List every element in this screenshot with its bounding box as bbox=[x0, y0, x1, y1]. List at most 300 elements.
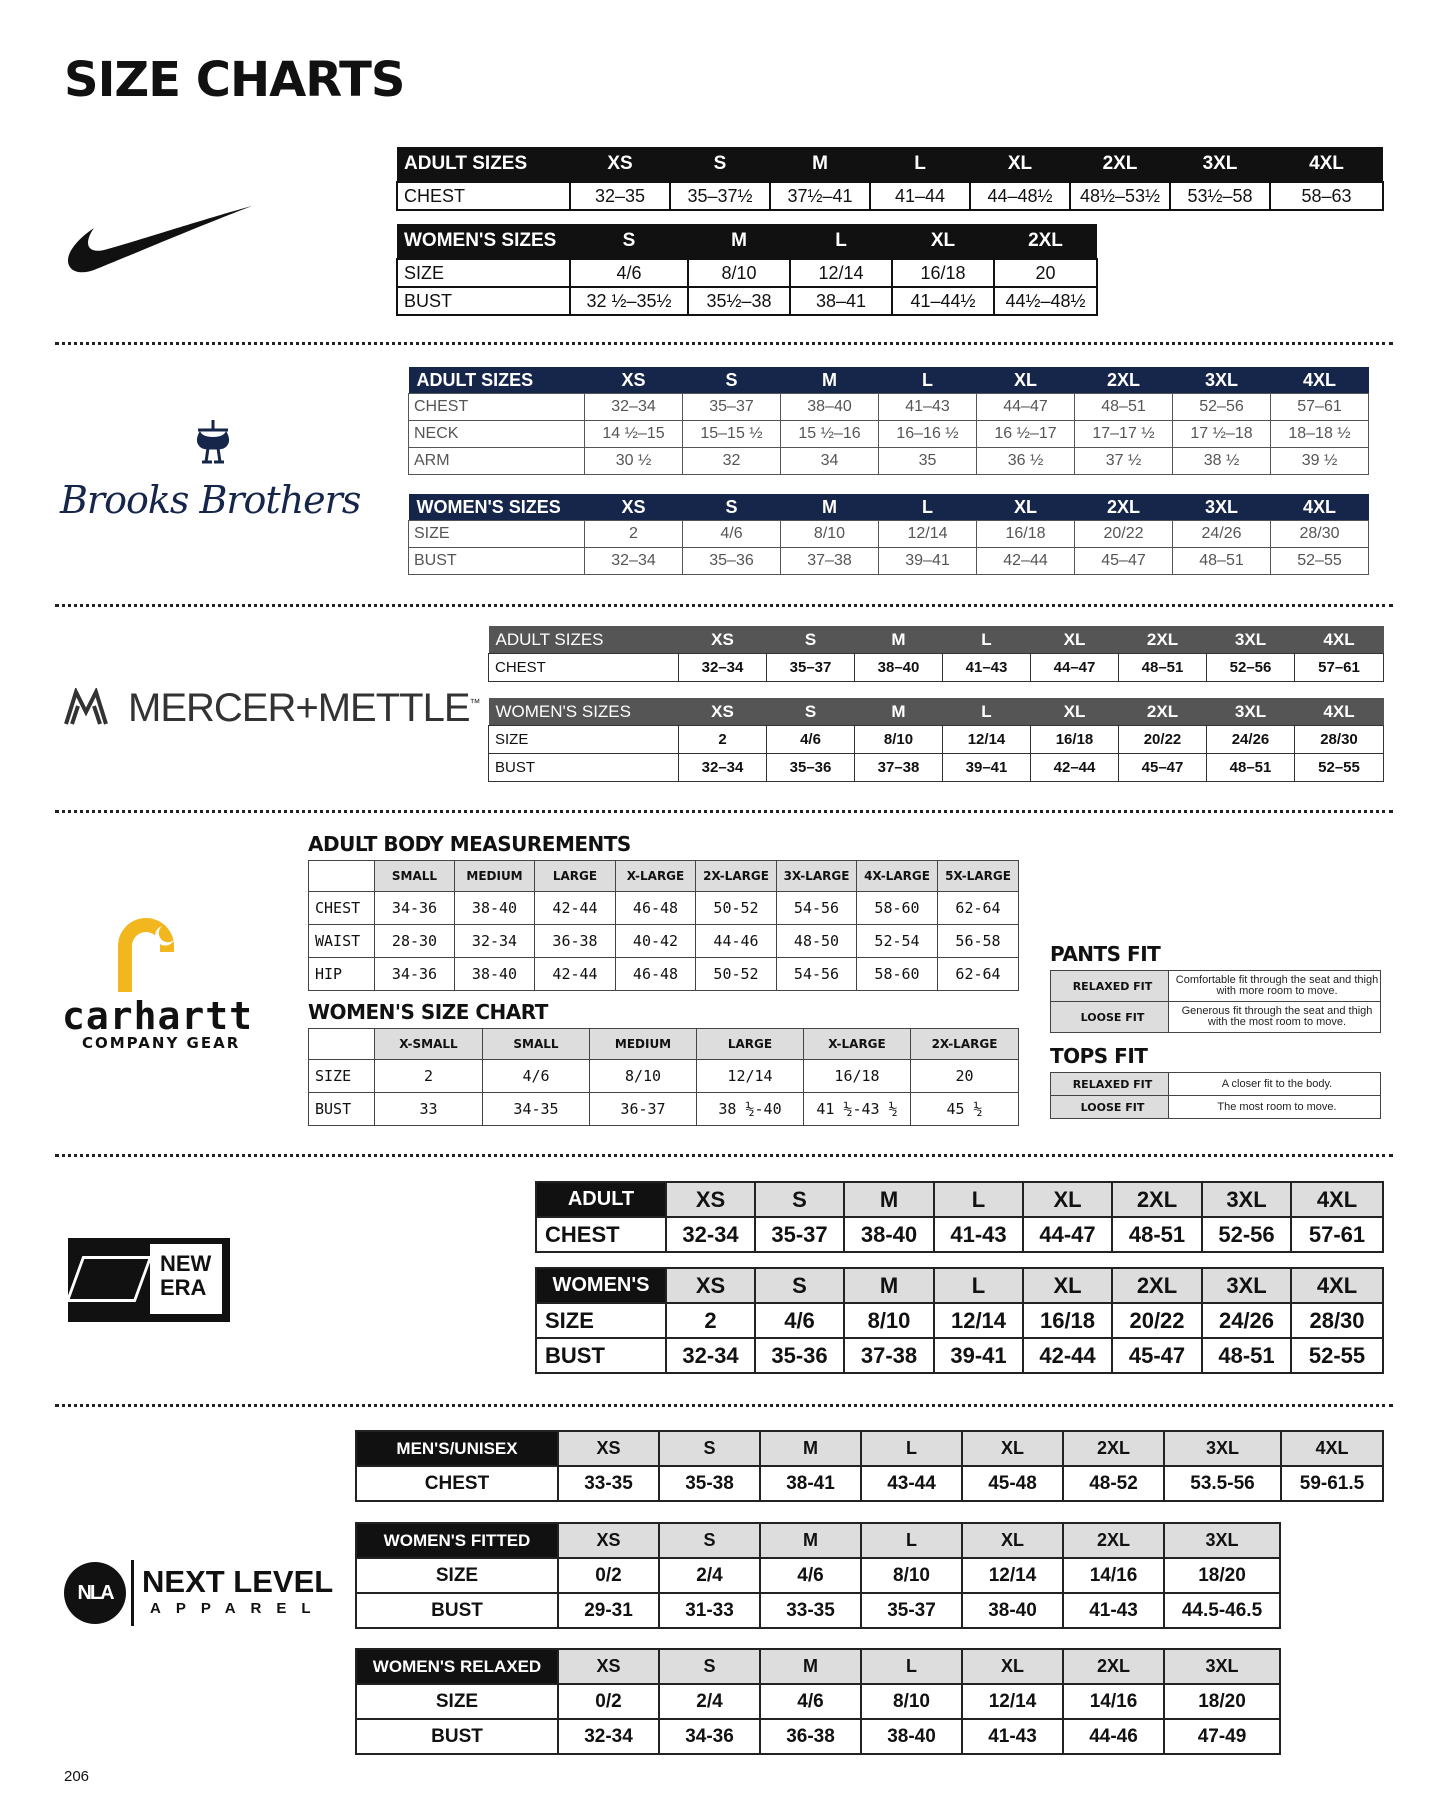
table-cell: 41 ½-43 ½ bbox=[804, 1093, 911, 1126]
table-cell: 18/20 bbox=[1164, 1558, 1280, 1593]
table-cell: 45–47 bbox=[1075, 548, 1173, 575]
table-cell: 16/18 bbox=[977, 521, 1075, 548]
table-row bbox=[409, 521, 1369, 548]
size-header: 5X-LARGE bbox=[938, 861, 1019, 892]
size-header: S bbox=[659, 1649, 760, 1684]
size-header: XS bbox=[585, 367, 683, 394]
divider bbox=[55, 810, 1393, 813]
pants-fit-table bbox=[1050, 970, 1381, 1033]
trademark: ™ bbox=[469, 697, 480, 710]
table-cell: 39–41 bbox=[879, 548, 977, 575]
table-row bbox=[1051, 1096, 1381, 1119]
table-cell: 4/6 bbox=[767, 726, 855, 754]
size-header: 3XL bbox=[1173, 494, 1271, 521]
table-cell: 36-38 bbox=[535, 925, 616, 958]
header-label: WOMEN'S bbox=[536, 1268, 666, 1303]
brooks-women-table bbox=[408, 494, 1369, 575]
table-cell: 32–35 bbox=[570, 182, 670, 210]
table-cell: 35–36 bbox=[767, 754, 855, 782]
table-cell: 12/14 bbox=[934, 1303, 1023, 1338]
table-cell: 2 bbox=[679, 726, 767, 754]
size-header: L bbox=[879, 367, 977, 394]
table-cell: 4/6 bbox=[755, 1303, 844, 1338]
size-header: M bbox=[688, 224, 790, 259]
size-header: XL bbox=[1031, 626, 1119, 654]
header-row bbox=[536, 1268, 1383, 1303]
table-cell: 34-36 bbox=[375, 892, 455, 925]
size-header: 4XL bbox=[1295, 626, 1384, 654]
table-cell: 32–34 bbox=[679, 754, 767, 782]
table-cell: 52–55 bbox=[1295, 754, 1384, 782]
newera-women-table bbox=[535, 1267, 1384, 1374]
table-cell: 45–47 bbox=[1119, 754, 1207, 782]
row-label: BUST bbox=[409, 548, 585, 575]
table-cell: 35–37½ bbox=[670, 182, 770, 210]
size-header: 4XL bbox=[1270, 147, 1383, 182]
nike-adult-table bbox=[396, 147, 1384, 211]
table-cell: 50-52 bbox=[696, 958, 777, 991]
divider bbox=[55, 604, 1393, 607]
table-cell: 33 bbox=[375, 1093, 483, 1126]
table-cell: 18/20 bbox=[1164, 1684, 1280, 1719]
size-header: 4XL bbox=[1271, 494, 1369, 521]
table-cell: 14/16 bbox=[1063, 1684, 1164, 1719]
table-cell: 38–40 bbox=[781, 394, 879, 421]
header-label: WOMEN'S SIZES bbox=[409, 494, 585, 521]
table-row bbox=[409, 548, 1369, 575]
header-label: WOMEN'S RELAXED bbox=[356, 1649, 558, 1684]
size-header: 3XL bbox=[1164, 1431, 1281, 1466]
size-header: MEDIUM bbox=[590, 1029, 697, 1060]
table-row bbox=[356, 1466, 1383, 1501]
table-cell: 57-61 bbox=[1291, 1217, 1383, 1252]
table-cell: 47-49 bbox=[1164, 1719, 1280, 1754]
row-label: HIP bbox=[309, 958, 375, 991]
row-label: RELAXED FIT bbox=[1051, 971, 1169, 1002]
table-row bbox=[309, 958, 1019, 991]
row-label: BUST bbox=[356, 1719, 558, 1754]
table-cell: 35–37 bbox=[683, 394, 781, 421]
table-row bbox=[397, 182, 1383, 210]
size-header: 4XL bbox=[1281, 1431, 1383, 1466]
size-header: S bbox=[659, 1431, 760, 1466]
mercer-women-table bbox=[488, 698, 1384, 782]
size-header: M bbox=[844, 1268, 934, 1303]
size-header: 2XL bbox=[1112, 1268, 1202, 1303]
table-cell: 41–44 bbox=[870, 182, 970, 210]
table-cell: 36-38 bbox=[760, 1719, 861, 1754]
carhartt-c-icon bbox=[118, 918, 188, 992]
table-row bbox=[309, 1060, 1019, 1093]
table-cell: 15–15 ½ bbox=[683, 421, 781, 448]
table-cell: 62-64 bbox=[938, 892, 1019, 925]
size-header: LARGE bbox=[697, 1029, 804, 1060]
table-cell: 54-56 bbox=[777, 892, 857, 925]
divider bbox=[55, 342, 1393, 345]
table-row bbox=[1051, 1002, 1381, 1033]
mercer-mettle-mark-icon bbox=[64, 688, 108, 726]
size-header: LARGE bbox=[535, 861, 616, 892]
size-header: S bbox=[570, 224, 688, 259]
header-row bbox=[409, 367, 1369, 394]
brooks-adult-table bbox=[408, 367, 1369, 475]
size-header: 2X-LARGE bbox=[696, 861, 777, 892]
table-cell: 35–37 bbox=[767, 654, 855, 682]
table-cell: 44–48½ bbox=[970, 182, 1070, 210]
table-cell: 20/22 bbox=[1112, 1303, 1202, 1338]
row-label: LOOSE FIT bbox=[1051, 1096, 1169, 1119]
table-cell: 38-40 bbox=[962, 1593, 1063, 1628]
table-cell: 48-50 bbox=[777, 925, 857, 958]
row-label: RELAXED FIT bbox=[1051, 1073, 1169, 1096]
size-header: XL bbox=[962, 1523, 1063, 1558]
table-cell: 44-47 bbox=[1023, 1217, 1112, 1252]
size-header: 3XL bbox=[1207, 626, 1295, 654]
size-header: L bbox=[861, 1649, 962, 1684]
table-cell: 14 ½–15 bbox=[585, 421, 683, 448]
table-cell: 38-40 bbox=[861, 1719, 962, 1754]
size-header: XS bbox=[558, 1649, 659, 1684]
table-cell: 45-48 bbox=[962, 1466, 1063, 1501]
size-header: XS bbox=[585, 494, 683, 521]
fit-description: The most room to move. bbox=[1169, 1096, 1381, 1119]
table-cell: 4/6 bbox=[760, 1684, 861, 1719]
tops-fit-table bbox=[1050, 1072, 1381, 1119]
fit-description: Comfortable fit through the seat and thigh with more room to move. bbox=[1169, 971, 1381, 1002]
table-cell: 4/6 bbox=[683, 521, 781, 548]
table-cell: 8/10 bbox=[855, 726, 943, 754]
table-cell: 48–51 bbox=[1075, 394, 1173, 421]
table-row bbox=[309, 892, 1019, 925]
table-cell: 54-56 bbox=[777, 958, 857, 991]
table-cell: 38-40 bbox=[844, 1217, 934, 1252]
pants-fit-title: PANTS FIT bbox=[1050, 942, 1161, 966]
table-cell: 48-52 bbox=[1063, 1466, 1164, 1501]
size-header: M bbox=[781, 494, 879, 521]
header-label: WOMEN'S SIZES bbox=[397, 224, 570, 259]
table-cell: 38–41 bbox=[790, 287, 892, 315]
table-row bbox=[1051, 1073, 1381, 1096]
size-header: S bbox=[767, 698, 855, 726]
header-label: WOMEN'S SIZES bbox=[489, 698, 679, 726]
header-row bbox=[309, 1029, 1019, 1060]
mercer-adult-table bbox=[488, 626, 1384, 682]
table-cell: 52–55 bbox=[1271, 548, 1369, 575]
carhartt-women-title: WOMEN'S SIZE CHART bbox=[308, 1000, 548, 1024]
size-header: S bbox=[659, 1523, 760, 1558]
header-row bbox=[356, 1523, 1280, 1558]
size-header: M bbox=[855, 698, 943, 726]
logo-divider bbox=[131, 1560, 134, 1626]
size-header: SMALL bbox=[375, 861, 455, 892]
table-row bbox=[356, 1558, 1280, 1593]
row-label: SIZE bbox=[409, 521, 585, 548]
table-cell: 35-37 bbox=[755, 1217, 844, 1252]
size-header: 2X-LARGE bbox=[911, 1029, 1019, 1060]
header-label: ADULT bbox=[536, 1182, 666, 1217]
table-cell: 2 bbox=[666, 1303, 755, 1338]
row-label: BUST bbox=[356, 1593, 558, 1628]
size-header: XS bbox=[666, 1182, 755, 1217]
table-cell: 35-37 bbox=[861, 1593, 962, 1628]
new-era-logo bbox=[68, 1238, 230, 1322]
table-row bbox=[309, 1093, 1019, 1126]
table-cell: 17–17 ½ bbox=[1075, 421, 1173, 448]
table-cell: 37 ½ bbox=[1075, 448, 1173, 475]
table-cell: 8/10 bbox=[781, 521, 879, 548]
table-cell: 48–51 bbox=[1119, 654, 1207, 682]
header-label: WOMEN'S FITTED bbox=[356, 1523, 558, 1558]
table-cell: 38-40 bbox=[455, 892, 535, 925]
size-header: 3XL bbox=[1202, 1268, 1291, 1303]
size-header: XS bbox=[570, 147, 670, 182]
table-cell: 53½–58 bbox=[1170, 182, 1270, 210]
size-header: L bbox=[934, 1268, 1023, 1303]
table-cell: 46-48 bbox=[616, 958, 696, 991]
size-header: L bbox=[861, 1431, 962, 1466]
table-cell: 28-30 bbox=[375, 925, 455, 958]
row-label: CHEST bbox=[309, 892, 375, 925]
header-row bbox=[536, 1182, 1383, 1217]
header-label: ADULT SIZES bbox=[409, 367, 585, 394]
size-header: 3XL bbox=[1173, 367, 1271, 394]
table-cell: 50-52 bbox=[696, 892, 777, 925]
size-header: XL bbox=[977, 367, 1075, 394]
table-cell: 32-34 bbox=[455, 925, 535, 958]
table-cell: 32 ½–35½ bbox=[570, 287, 688, 315]
table-cell: 44-46 bbox=[696, 925, 777, 958]
size-header: XL bbox=[1031, 698, 1119, 726]
table-cell: 52-54 bbox=[857, 925, 938, 958]
table-row bbox=[309, 925, 1019, 958]
table-cell: 35-36 bbox=[755, 1338, 844, 1373]
table-cell: 4/6 bbox=[570, 259, 688, 287]
size-header: L bbox=[943, 698, 1031, 726]
row-label: WAIST bbox=[309, 925, 375, 958]
table-cell: 16/18 bbox=[892, 259, 994, 287]
table-cell: 46-48 bbox=[616, 892, 696, 925]
nextlevel-relaxed-table bbox=[355, 1648, 1281, 1755]
row-label: SIZE bbox=[356, 1684, 558, 1719]
table-cell: 16/18 bbox=[1031, 726, 1119, 754]
size-header: 3XL bbox=[1202, 1182, 1291, 1217]
header-label: ADULT SIZES bbox=[397, 147, 570, 182]
apparel-logo-text: APPAREL bbox=[150, 1600, 326, 1617]
carhartt-adult-title: ADULT BODY MEASUREMENTS bbox=[308, 832, 631, 856]
row-label: SIZE bbox=[309, 1060, 375, 1093]
table-cell: 41–44½ bbox=[892, 287, 994, 315]
table-cell: 28/30 bbox=[1271, 521, 1369, 548]
table-cell: 44½–48½ bbox=[994, 287, 1097, 315]
table-cell: 35–36 bbox=[683, 548, 781, 575]
table-cell: 28/30 bbox=[1291, 1303, 1383, 1338]
table-cell: 52-55 bbox=[1291, 1338, 1383, 1373]
nike-swoosh-icon bbox=[64, 200, 254, 275]
header-label: ADULT SIZES bbox=[489, 626, 679, 654]
size-header: 2XL bbox=[1070, 147, 1170, 182]
size-header: 4XL bbox=[1295, 698, 1384, 726]
table-cell: 38 ½ bbox=[1173, 448, 1271, 475]
page-number: 206 bbox=[64, 1768, 90, 1785]
size-header: XS bbox=[558, 1431, 659, 1466]
table-cell: 42-44 bbox=[1023, 1338, 1112, 1373]
table-cell: 40-42 bbox=[616, 925, 696, 958]
row-label: SIZE bbox=[489, 726, 679, 754]
nextlevel-mens-table bbox=[355, 1430, 1384, 1502]
table-row bbox=[536, 1338, 1383, 1373]
table-cell: 35-38 bbox=[659, 1466, 760, 1501]
page-title: SIZE CHARTS bbox=[64, 52, 405, 108]
size-header: L bbox=[934, 1182, 1023, 1217]
size-header: XL bbox=[962, 1649, 1063, 1684]
table-cell: 44-46 bbox=[1063, 1719, 1164, 1754]
table-cell: 32 bbox=[683, 448, 781, 475]
size-header: MEDIUM bbox=[455, 861, 535, 892]
table-cell: 32-34 bbox=[666, 1338, 755, 1373]
table-cell: 4/6 bbox=[483, 1060, 590, 1093]
table-cell: 48-51 bbox=[1112, 1217, 1202, 1252]
header-row bbox=[309, 861, 1019, 892]
size-header: S bbox=[670, 147, 770, 182]
table-cell: 48½–53½ bbox=[1070, 182, 1170, 210]
row-label: SIZE bbox=[397, 259, 570, 287]
table-cell: 57–61 bbox=[1295, 654, 1384, 682]
table-cell: 48–51 bbox=[1207, 754, 1295, 782]
table-cell: 41-43 bbox=[934, 1217, 1023, 1252]
table-cell: 24/26 bbox=[1202, 1303, 1291, 1338]
table-cell: 56-58 bbox=[938, 925, 1019, 958]
carhartt-adult-table bbox=[308, 860, 1019, 991]
table-row bbox=[356, 1593, 1280, 1628]
new-era-logo-text: NEW ERA bbox=[150, 1244, 222, 1314]
table-cell: 52–56 bbox=[1173, 394, 1271, 421]
table-cell: 8/10 bbox=[590, 1060, 697, 1093]
table-cell: 4/6 bbox=[760, 1558, 861, 1593]
table-cell: 18–18 ½ bbox=[1271, 421, 1369, 448]
table-cell: 36-37 bbox=[590, 1093, 697, 1126]
size-header: M bbox=[760, 1523, 861, 1558]
size-header: 2XL bbox=[1075, 367, 1173, 394]
table-cell: 8/10 bbox=[844, 1303, 934, 1338]
table-cell: 12/14 bbox=[790, 259, 892, 287]
size-header: 2XL bbox=[1063, 1649, 1164, 1684]
mercer-logo-text: MERCER+METTLE bbox=[128, 686, 470, 730]
table-cell: 35 bbox=[879, 448, 977, 475]
size-header: XS bbox=[679, 626, 767, 654]
new-era-flag-icon bbox=[66, 1256, 153, 1302]
size-header: X-LARGE bbox=[804, 1029, 911, 1060]
size-header: 4XL bbox=[1291, 1182, 1383, 1217]
table-cell: 41-43 bbox=[962, 1719, 1063, 1754]
table-cell: 8/10 bbox=[688, 259, 790, 287]
table-row bbox=[397, 259, 1097, 287]
table-cell: 34-35 bbox=[483, 1093, 590, 1126]
row-label: SIZE bbox=[356, 1558, 558, 1593]
table-cell: 44.5-46.5 bbox=[1164, 1593, 1280, 1628]
divider bbox=[55, 1404, 1393, 1407]
row-label: ARM bbox=[409, 448, 585, 475]
nla-logo-mark: NLA bbox=[64, 1562, 126, 1624]
table-row bbox=[356, 1719, 1280, 1754]
table-cell: 35½–38 bbox=[688, 287, 790, 315]
size-header: X-SMALL bbox=[375, 1029, 483, 1060]
next-level-logo-text: NEXT LEVEL bbox=[142, 1564, 334, 1599]
table-cell: 32-34 bbox=[666, 1217, 755, 1252]
table-cell: 44–47 bbox=[977, 394, 1075, 421]
table-cell: 52-56 bbox=[1202, 1217, 1291, 1252]
table-row bbox=[489, 654, 1384, 682]
size-header: L bbox=[861, 1523, 962, 1558]
size-header: XS bbox=[679, 698, 767, 726]
table-cell: 2/4 bbox=[659, 1684, 760, 1719]
table-cell: 45-47 bbox=[1112, 1338, 1202, 1373]
size-header: SMALL bbox=[483, 1029, 590, 1060]
size-header: 3XL bbox=[1164, 1649, 1280, 1684]
size-header: 4XL bbox=[1271, 367, 1369, 394]
table-cell: 16/18 bbox=[1023, 1303, 1112, 1338]
table-cell: 42–44 bbox=[1031, 754, 1119, 782]
carhartt-c-shape bbox=[118, 918, 174, 992]
table-cell: 20/22 bbox=[1119, 726, 1207, 754]
table-cell: 12/14 bbox=[697, 1060, 804, 1093]
golden-fleece-icon bbox=[188, 418, 238, 474]
row-label: BUST bbox=[397, 287, 570, 315]
size-header: L bbox=[879, 494, 977, 521]
table-cell: 2 bbox=[375, 1060, 483, 1093]
size-header: 4XL bbox=[1291, 1268, 1383, 1303]
table-cell: 39–41 bbox=[943, 754, 1031, 782]
table-cell: 32–34 bbox=[585, 394, 683, 421]
table-cell: 34-36 bbox=[659, 1719, 760, 1754]
table-cell: 20/22 bbox=[1075, 521, 1173, 548]
size-header: S bbox=[767, 626, 855, 654]
row-label: CHEST bbox=[489, 654, 679, 682]
table-cell: 48-51 bbox=[1202, 1338, 1291, 1373]
size-header: 2XL bbox=[1112, 1182, 1202, 1217]
table-cell: 8/10 bbox=[861, 1558, 962, 1593]
table-row bbox=[409, 421, 1369, 448]
size-header: M bbox=[844, 1182, 934, 1217]
table-cell: 44–47 bbox=[1031, 654, 1119, 682]
table-cell: 38–40 bbox=[855, 654, 943, 682]
carhartt-logo-sub: COMPANY GEAR bbox=[82, 1034, 241, 1052]
table-row bbox=[1051, 971, 1381, 1002]
table-cell: 37–38 bbox=[855, 754, 943, 782]
size-header: S bbox=[683, 494, 781, 521]
table-cell: 20 bbox=[911, 1060, 1019, 1093]
row-label: CHEST bbox=[409, 394, 585, 421]
row-label: CHEST bbox=[536, 1217, 666, 1252]
table-row bbox=[356, 1684, 1280, 1719]
table-cell: 33-35 bbox=[760, 1593, 861, 1628]
fit-description: Generous fit through the seat and thigh with the most room to move. bbox=[1169, 1002, 1381, 1033]
table-cell: 45 ½ bbox=[911, 1093, 1019, 1126]
size-header: S bbox=[755, 1268, 844, 1303]
table-cell: 20 bbox=[994, 259, 1097, 287]
header-label bbox=[309, 861, 375, 892]
size-header: XL bbox=[892, 224, 994, 259]
header-row bbox=[489, 626, 1384, 654]
header-label bbox=[309, 1029, 375, 1060]
table-cell: 30 ½ bbox=[585, 448, 683, 475]
size-header: 3XL bbox=[1207, 698, 1295, 726]
table-cell: 62-64 bbox=[938, 958, 1019, 991]
table-cell: 24/26 bbox=[1173, 521, 1271, 548]
header-label: MEN'S/UNISEX bbox=[356, 1431, 558, 1466]
table-cell: 12/14 bbox=[962, 1684, 1063, 1719]
divider bbox=[55, 1154, 1393, 1157]
size-header: 2XL bbox=[1119, 626, 1207, 654]
